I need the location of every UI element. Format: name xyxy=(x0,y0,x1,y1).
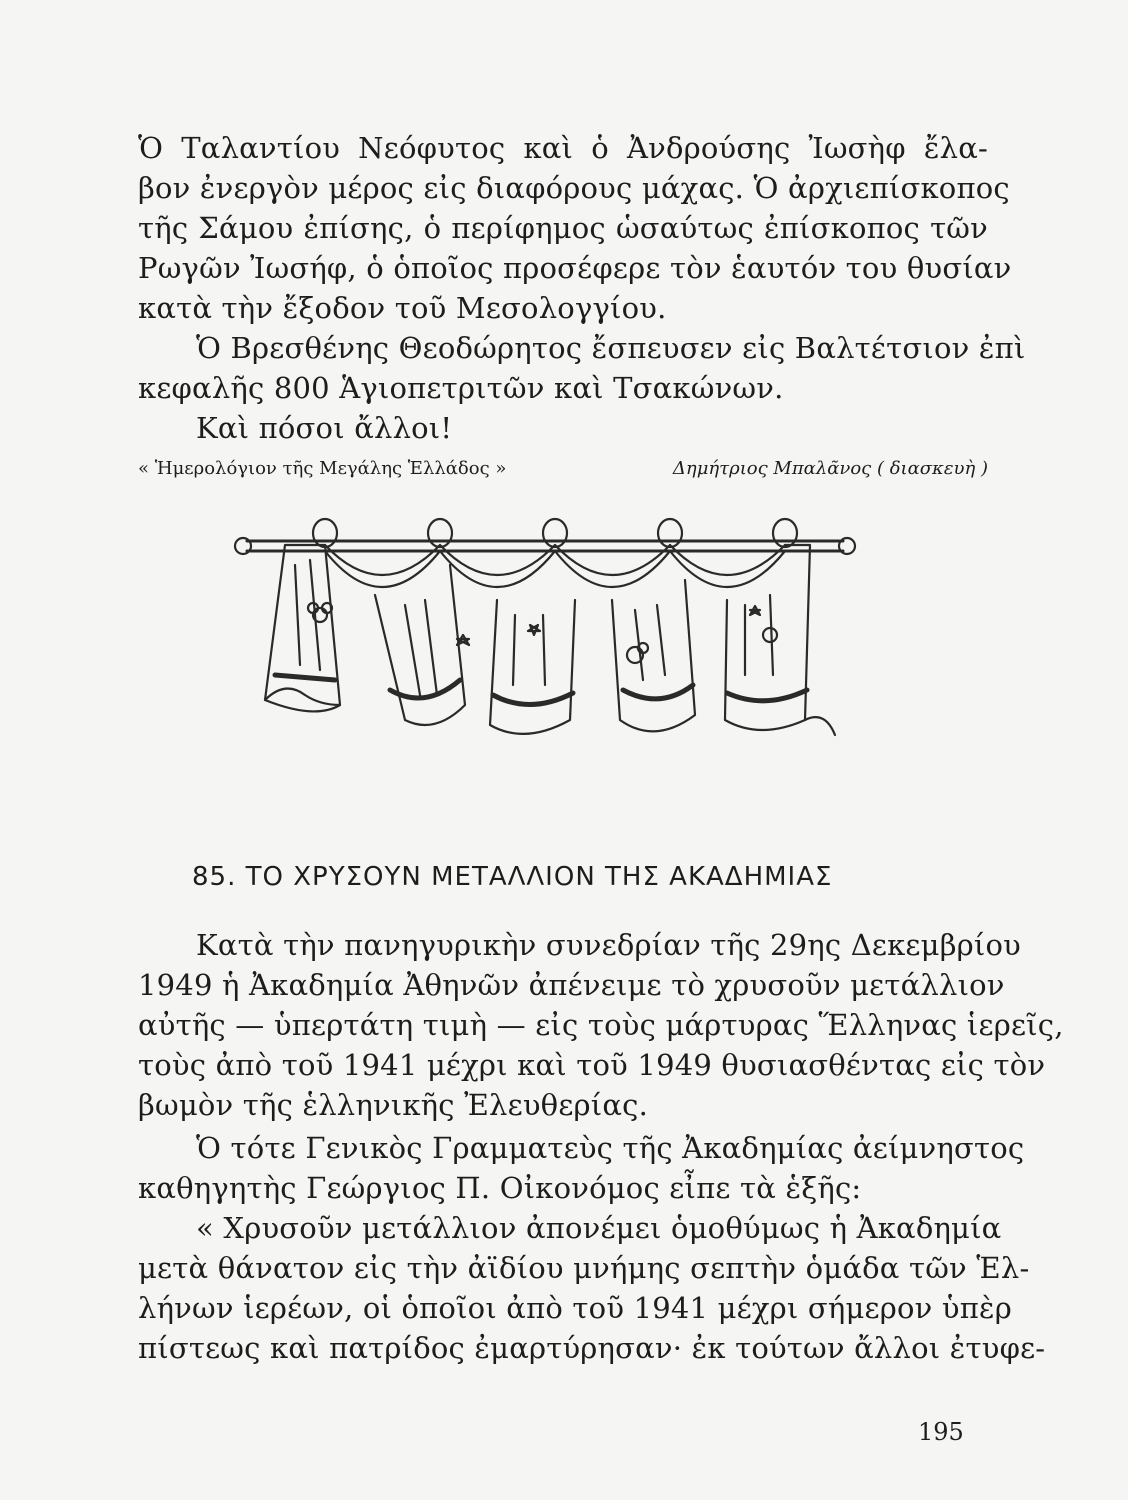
text-line: Ρωγῶν Ἰωσήφ, ὁ ὁποῖος προσέφερε τὸν ἑαυτόν του θυσίαν xyxy=(138,251,1012,285)
citation-author: Δημήτριος Μπαλᾶνος ( διασκευὴ ) xyxy=(672,458,988,479)
section-heading: 85. ΤΟ ΧΡΥΣΟΥΝ ΜΕΤΑΛΛΙΟΝ ΤΗΣ ΑΚΑΔΗΜΙΑΣ xyxy=(192,862,833,892)
text-line: λήνων ἱερέων, οἱ ὁποῖοι ἀπὸ τοῦ 1941 μέχρι σήμερον ὑπὲρ xyxy=(138,1291,1012,1325)
text-line: βωμὸν τῆς ἑλληνικῆς Ἐλευθερίας. xyxy=(138,1088,649,1122)
text-line: τοὺς ἀπὸ τοῦ 1941 μέχρι καὶ τοῦ 1949 θυσιασθέντας εἰς τὸν xyxy=(138,1048,1046,1082)
text-line: βον ἐνεργὸν μέρος εἰς διαφόρους μάχας. Ὁ ἀρχιεπίσκοπος xyxy=(138,171,1010,205)
citation xyxy=(138,458,988,488)
page-number: 195 xyxy=(918,1418,964,1446)
text-line: κεφαλῆς 800 Ἁγιοπετριτῶν καὶ Τσακώνων. xyxy=(138,371,784,405)
text-line: Ὁ τότε Γενικὸς Γραμματεὺς τῆς Ἀκαδημίας ἀείμνηστος xyxy=(196,1131,1025,1165)
text-line: Ὁ Ταλαντίου Νεόφυτος καὶ ὁ Ἀνδρούσης Ἰωσὴφ ἔλα- xyxy=(138,131,988,165)
text-line: αὐτῆς — ὑπερτάτη τιμὴ — εἰς τοὺς μάρτυρας Ἕλληνας ἱερεῖς, xyxy=(138,1008,1064,1042)
text-line: Καὶ πόσοι ἄλλοι! xyxy=(196,411,453,445)
text-line: πίστεως καὶ πατρίδος ἐμαρτύρησαν· ἐκ τούτων ἄλλοι ἐτυφε- xyxy=(138,1331,1046,1365)
text-line: κατὰ τὴν ἔξοδον τοῦ Μεσολογγίου. xyxy=(138,291,667,325)
citation-source: « Ἡμερολόγιον τῆς Μεγάλης Ἑλλάδος » xyxy=(138,458,507,479)
text-line: Ὁ Βρεσθένης Θεοδώρητος ἔσπευσεν εἰς Βαλτέτσιον ἐπὶ xyxy=(196,331,1026,365)
text-line: Κατὰ τὴν πανηγυρικὴν συνεδρίαν τῆς 29ης Δεκεμβρίου xyxy=(196,928,1021,962)
curtain-illustration xyxy=(225,505,865,765)
text-line: μετὰ θάνατον εἰς τὴν ἀϊδίου μνήμης σεπτὴν ὁμάδα τῶν Ἑλ- xyxy=(138,1251,1030,1285)
text-line: καθηγητὴς Γεώργιος Π. Οἰκονόμος εἶπε τὰ ἑξῆς: xyxy=(138,1171,862,1205)
text-line: τῆς Σάμου ἐπίσης, ὁ περίφημος ὡσαύτως ἐπίσκοπος τῶν xyxy=(138,211,988,245)
text-line: 1949 ἡ Ἀκαδημία Ἀθηνῶν ἀπένειμε τὸ χρυσοῦν μετάλλιον xyxy=(138,968,1005,1002)
text-line: « Χρυσοῦν μετάλλιον ἀπονέμει ὁμοθύμως ἡ Ἀκαδημία xyxy=(196,1211,1002,1245)
